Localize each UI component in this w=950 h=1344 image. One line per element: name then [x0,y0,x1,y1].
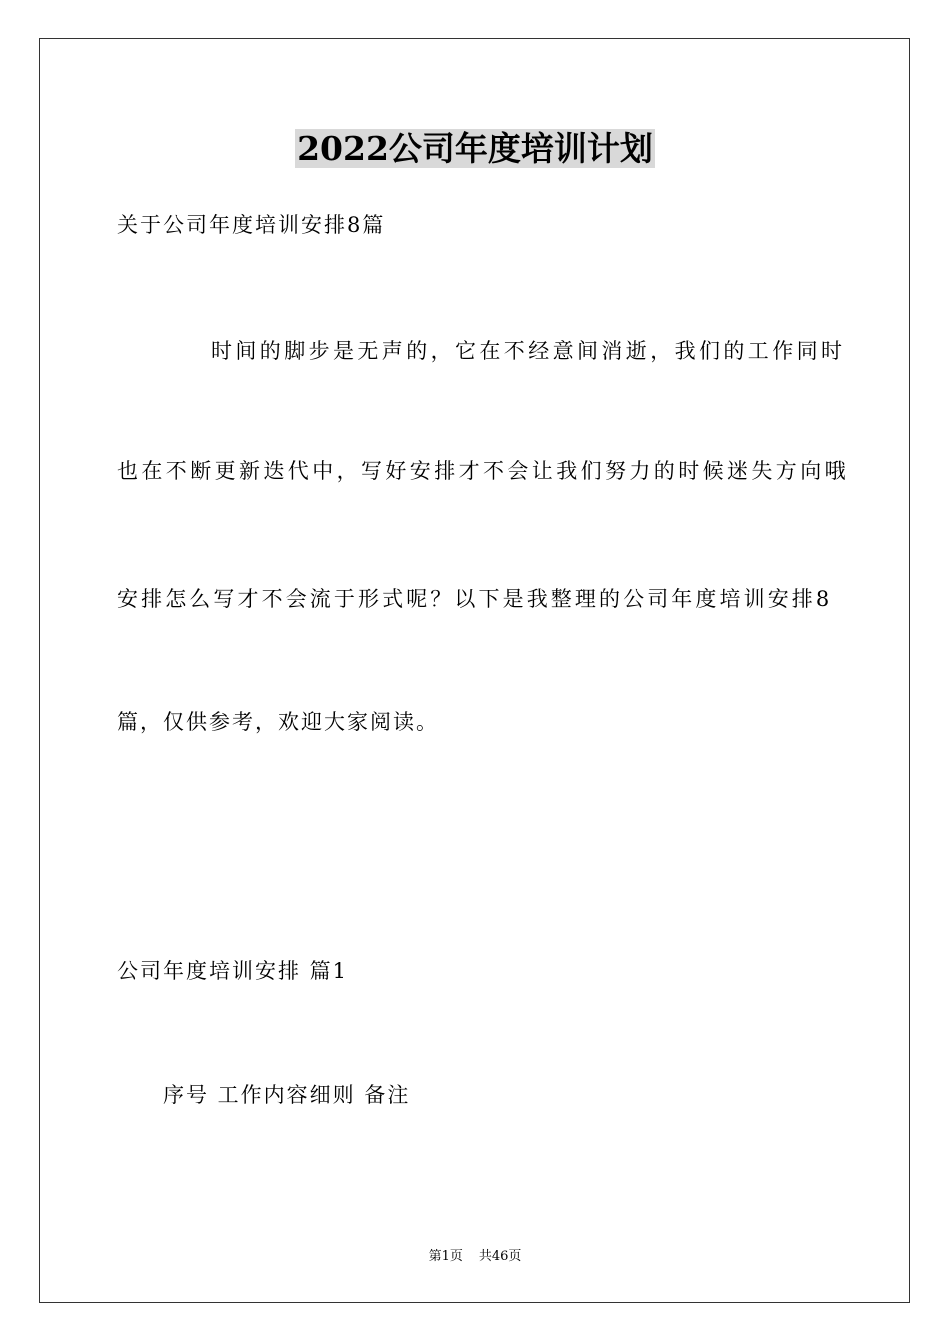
table-header-row: 序号 工作内容细则 备注 [163,1083,411,1107]
intro-line: 时间的脚步是无声的，它在不经意间消逝，我们的工作同时 [211,339,846,363]
page-footer [0,1248,950,1266]
intro-line: 安排怎么写才不会流于形式呢？以下是我整理的公司年度培训安排8 [117,587,833,611]
document-title [0,128,950,170]
document-title-text: 2022公司年度培训计划 [297,129,653,168]
page-number: 第1页 [428,1249,463,1264]
page-total: 共46页 [478,1249,522,1264]
section-heading: 公司年度培训安排 篇1 [117,959,349,983]
intro-line: 也在不断更新迭代中，写好安排才不会让我们努力的时候迷失方向哦 [117,459,849,483]
intro-line: 篇，仅供参考，欢迎大家阅读。 [117,710,439,734]
document-subtitle: 关于公司年度培训安排8篇 [117,213,386,237]
